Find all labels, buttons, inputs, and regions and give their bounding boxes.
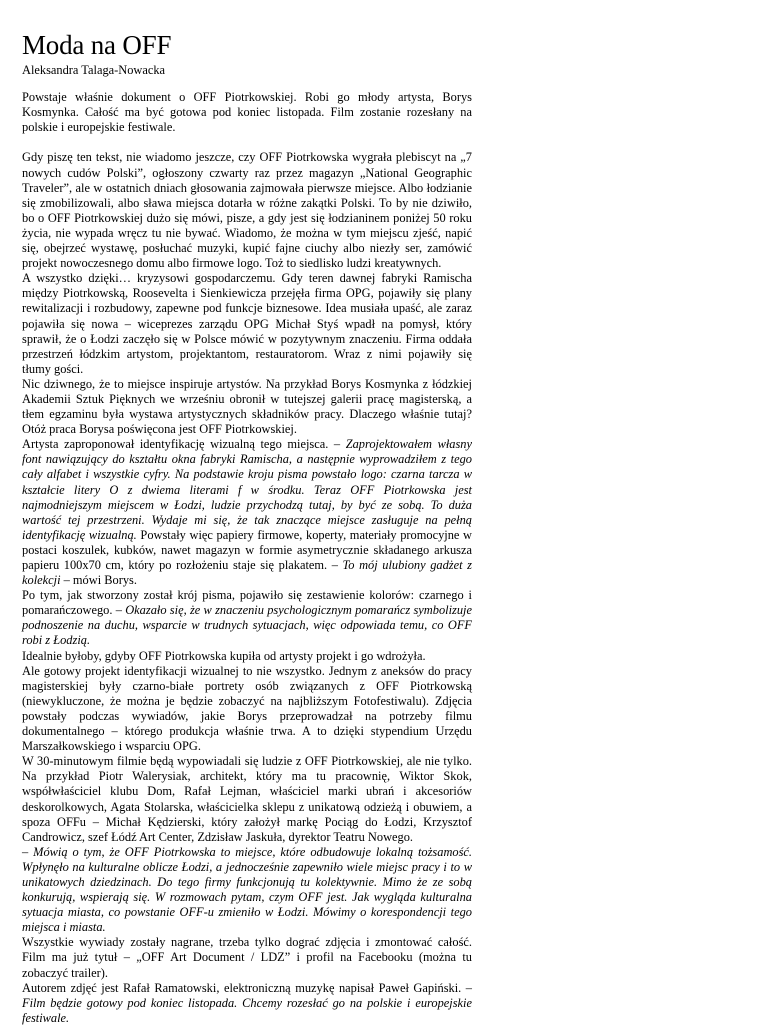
paragraph: Gdy piszę ten tekst, nie wiadomo jeszcze, czy OFF Piotrkowska wygrała plebiscyt na „7 nowych cudów Polski”, ogłoszony czwarty raz przez magazyn „National Geographic Traveler”, ale w ostatnich dniach głosowania zajmowała pierwsze miejsce. Albo łodzianie się zmobilizowali, albo sława miejsca dotarła w różne zakątki Polski. To by nie dziwiło, bo o OFF Piotrkowskiej dużo się mówi, pisze, a gdy jest się łodzianinem poniżej 50 roku życia, nie wypada wręcz tu nie bywać. Wiadomo, że można w tym miejscu zjeść, napić się, obejrzeć wystawę, posłuchać muzyki, kupić fajne ciuchy albo niezły ser, zamówić projekt nowoczesnego domu albo firmowe logo. Toż to siedlisko ludzi kreatywnych. [22, 150, 472, 271]
paragraph-text: Artysta zaproponował identyfikację wizualną tego miejsca. – [22, 437, 346, 452]
paragraph: Wszystkie wywiady zostały nagrane, trzeba tylko dograć zdjęcia i zmontować całość. Film ma już tytuł – „OFF Art Document / LDZ” i profil na Facebooku (można tu zobaczyć trailer). [22, 935, 472, 980]
article-lead: Powstaje właśnie dokument o OFF Piotrkowskiej. Robi go młody artysta, Borys Kosmynka. Całość ma być gotowa pod koniec listopada. Film zostanie rozesłany na polskie i europejskie festiwale. [22, 90, 472, 135]
paragraph: Nic dziwnego, że to miejsce inspiruje artystów. Na przykład Borys Kosmynka z łódzkiej Akademii Sztuk Pięknych we wrześniu obronił w tutejszej galerii pracę magisterską, a tłem egzaminu była wystawa artystycznych składników pracy. Dlaczego właśnie tutaj? Otóż praca Borysa poświęcona jest OFF Piotrkowskiej. [22, 376, 472, 437]
document-column [22, 30, 472, 1026]
article-title: Moda na OFF [22, 30, 172, 60]
quote-text: Okazało się, że w znaczeniu psychologicznym pomarańcz symbolizuje podnoszenie na duchu, wsparcie w trudnych sytuacjach, więc odpowiada temu, co OFF robi z Łodzią. [22, 603, 472, 648]
paragraph-text: Po tym, jak stworzony został krój pisma, pojawiło się zestawienie kolorów: czarnego i pomarańczowego. – [22, 588, 472, 618]
quote-text: Film będzie gotowy pod koniec listopada. Chcemy rozesłać go na polskie i europejskie festiwale. [22, 995, 472, 1025]
paragraph: Ale gotowy projekt identyfikacji wizualnej to nie wszystko. Jednym z aneksów do pracy magisterskiej były czarno-białe portrety osób związanych z OFF Piotrkowską (niewykluczone, że można je będzie zobaczyć na najbliższym Fotofestiwalu). Zdjęcia powstały podczas wywiadów, jakie Borys przeprowadzał na potrzeby filmu dokumentalnego – którego produkcja właśnie trwa. A to dzięki stypendium Urzędu Marszałkowskiego i wsparciu OPG. [22, 663, 472, 754]
paragraph-text: Autorem zdjęć jest Rafał Ramatowski, elektroniczną muzykę napisał Paweł Gapiński. – [22, 980, 472, 995]
paragraph-text: – mówi Borys. [60, 573, 137, 588]
quote-text: Zaprojektowałem własny font nawiązujący do kształtu okna fabryki Ramischa, a następnie wyprowadziłem z tego cały alfabet i wszystkie cyfry. Na podstawie kroju pisma powstało logo: czarna tarcza w kształcie litery O z dwiema literami f w środku. Teraz OFF Piotrkowska jest najmodniejszym miejscem w Łodzi, ludzie przychodzą tutaj, by być ze sobą. To duża wartość tej przestrzeni. Wydaje mi się, że tak znaczące miejsce zasługuje na pełną identyfikację wizualną. [22, 437, 472, 542]
paragraph: A wszystko dzięki… kryzysowi gospodarczemu. Gdy teren dawnej fabryki Ramischa między Piotrkowską, Roosevelta i Sienkiewicza przejęła firma OPG, pojawiły się plany rewitalizacji i rozbudowy, zapewne pod funkcje biznesowe. Idea musiała upaść, ale zaraz pojawiła się nowa – wiceprezes zarządu OPG Michał Styś wpadł na pomysł, który sprawił, że o Łodzi zaczęło się w Polsce mówić w pozytywnym znaczeniu. Firma oddała przestrzeń łódzkim artystom, projektantom, restauratorom. Wraz z nimi pojawiły się tłumy gości. [22, 271, 472, 376]
paragraph-text: Powstały więc papiery firmowe, koperty, materiały promocyjne w postaci koszulek, kubków, nawet magazyn w formie asymetrycznie składanego arkusza papieru 100x70 cm, który po rozłożeniu staje się plakatem. – [22, 527, 472, 573]
article-author: Aleksandra Talaga-Nowacka [22, 63, 166, 77]
paragraph: Idealnie byłoby, gdyby OFF Piotrkowska kupiła od artysty projekt i go wdrożyła. [22, 648, 426, 663]
paragraph-text: – [22, 844, 34, 859]
paragraph [22, 437, 472, 588]
quote-text: To mój ulubiony gadżet z kolekcji [22, 558, 472, 588]
quote-text: Mówią o tym, że OFF Piotrkowska to miejsce, które odbudowuje lokalną tożsamość. Wpłynęło na kulturalne oblicze Łodzi, a jednocześnie zapewniło wiele miejsc pracy i to w unikatowych dziedzinach. Do tego firmy funkcjonują tu kolektywnie. Mimo że ze sobą konkurują, wspierają się. W rozmowach pytam, czym OFF jest. Jak wygląda kulturalna sytuacja miasta, co powstanie OFF-u zmieniło w Łodzi. Mówimy o korespondencji tego miejsca i miasta. [22, 844, 473, 935]
paragraph [22, 845, 472, 936]
paragraph [22, 588, 472, 648]
paragraph: W 30-minutowym filmie będą wypowiadali się ludzie z OFF Piotrkowskiej, ale nie tylko. Na przykład Piotr Walerysiak, architekt, który ma tu pracownię, Wiktor Skok, współwłaściciel klubu Dom, Rafał Lejman, właściciel marki ubrań i akcesoriów deskorolkowych, Agata Stolarska, właścicielka sklepu z unikatową odzieżą i obuwiem, a spoza OFFu – Michał Kędzierski, który założył markę Pociąg do Łodzi, Krzysztof Candrowicz, szef Łódź Art Center, Zdzisław Jaskuła, dyrektor Teatru Nowego. [22, 754, 472, 844]
paragraph [22, 981, 472, 1026]
